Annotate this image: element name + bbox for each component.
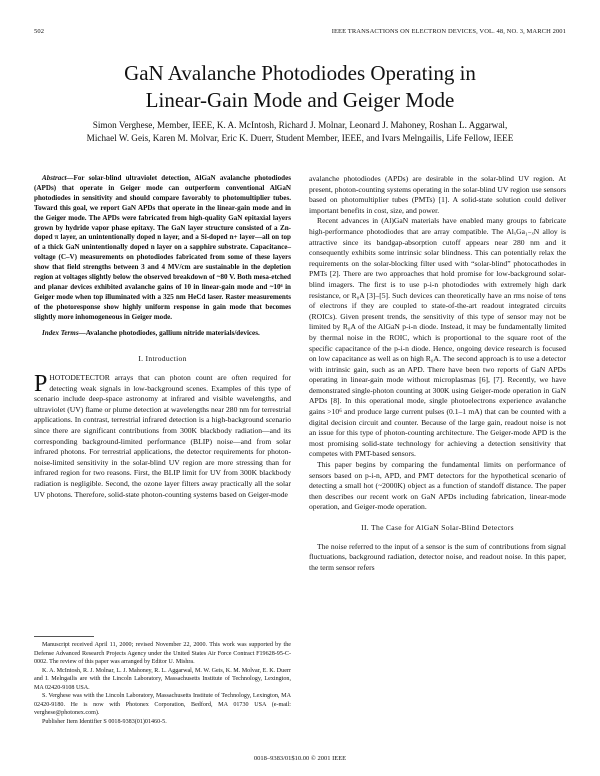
copyright-footer: 0018–9383/01$10.00 © 2001 IEEE [253, 755, 347, 762]
footnote-verghese: S. Verghese was with the Lincoln Laboratory, Massachusetts Institute of Technology, Lexington, MA 02420-9180. He is now with Photonex Corporation, Bedford, MA 01730 USA (e-mail: verghese@photonex.com). [34, 693, 291, 716]
right-paragraph-4: The noise referred to the input of a sensor is the sum of contributions from signal fluctuations, background radiation, detector noise, and readout noise. In this paper, the term sensor refers [309, 541, 566, 572]
index-terms-text: Avalanche photodiodes, gallium nitride materials/devices. [85, 328, 260, 337]
footnote-affiliations: K. A. McIntosh, R. J. Molnar, L. J. Mahoney, R. L. Aggarwal, M. W. Geis, K. M. Molvar, E. K. Duerr and I. Melngailis are with the Lincoln Laboratory, Massachusetts Institute of Technology, Lexington, MA 02420-9108 USA. [34, 667, 291, 691]
right-column [309, 174, 566, 573]
intro-paragraph-1 [34, 373, 291, 500]
right-paragraph-2: Recent advances in (Al)GaN materials have enabled many groups to fabricate high-performance photodiodes that are array compatible. The AlₓGa₁₋ₓN alloy is attractive since its bandgap-absorption cutoff appears near 280 nm and it consequently exhibits some intrinsic solar blindness. This can potentially relax the requirements on the solar-blocking filter used with “solar-blind” photocathodes in PMTs [2]. There are two approaches that hold promise for low-background solar-blind imagers. The first is to use p-i-n photodiodes with extremely high dark resistance, or R₀A [3]–[5]. Such devices can theoretically have an rms noise of tens of electrons if they are coupled to state-of-the-art readout integrated circuits (ROICs). Given present trends, the sensitivity of this type of sensor may not be limited by R₀A of the AlGaN p-i-n diode. Instead, it may be fundamentally limited by thermal noise in the ROIC, which is proportional to the square root of the specific capacitance of the p-i-n diode. Hence, ongoing device research is focused on low capacitance as well as on high R₀A. The second approach is to use a detector with intrinsic gain, such as an APD. There have been two reports of GaN APDs operating in linear-gain mode without microplasmas [6], [7]. Recently, we have demonstrated single-photon counting at 300K using Geiger-mode operation in GaN APDs [8]. In this operational mode, single photoelectrons experience avalanche gains >10⁶ and produce large current pulses (0.1–1 mA) that can be counted with a digital decision circuit and counter. Because of the large gain, readout noise is not an issue for this type of photon-counting architecture. The Geiger-mode APD is the most promising solid-state technology for achieving a detection sensitivity that competes with PMT-based sensors. [309, 216, 566, 459]
abstract-text: For solar-blind ultraviolet detection, AlGaN avalanche photodiodes (APDs) that operate in Geiger mode can outperform conventional AlGaN photodiodes in sensitivity and should compare favorably to photomultiplier tubes. Toward this goal, we report GaN APDs that operate in the linear-gain mode and in the Geiger mode. The APDs were fabricated from high-quality GaN epitaxial layers grown by hydride vapor phase epitaxy. The GaN layer structure consisted of a Zn-doped π layer, an unintentionally doped n layer, and a Si-doped n+ layer—all on top of a thick GaN unintentionally doped n layer on a sapphire substrate. Capacitance–voltage (C–V) measurements on photodiodes fabricated from some of these layers show that field strengths between 3 and 4 MV/cm are sustainable in the depletion region at voltages slightly below the observed breakdown of ~80 V. Both mesa-etched and planar devices exhibited avalanche gains of 10 in linear-gain mode and ~10⁶ in Geiger mode when top illuminated with a 325 nm HeCd laser. Raster measurements of the photoresponse show highly uniform response in gain mode that becomes slightly more inhomogeneous in Geiger mode. [34, 174, 291, 321]
author-list [40, 119, 560, 144]
page-number: 502 [34, 28, 45, 35]
title-line-1: GaN Avalanche Photodiodes Operating in [124, 61, 476, 85]
footnotes [34, 636, 291, 726]
section-2-heading: II. The Case for AlGaN Solar-Blind Detectors [361, 523, 514, 532]
footnote-manuscript: Manuscript received April 11, 2000; revised November 22, 2000. This work was supported by the Defense Advanced Research Projects Agency under the United States Air Force Contract F19628-95-C-0002. The review of this paper was arranged by Editor U. Mishra. [34, 642, 291, 665]
footnote-publisher-id: Publisher Item Identifier S 0018-9383(01)01460-5. [42, 718, 167, 725]
index-terms-label: Index Terms— [42, 328, 86, 337]
abstract-label: Abstract— [42, 174, 74, 182]
intro-paragraph-1-text: HOTODETECTOR arrays that can photon count are often required for detecting weak signals in low-background scenes. Examples of this type of scenario include deep-space astronomy at infrared and visible wavelengths, and ultraviolet (UV) flame or plume detection at wavelengths near 280 nm for terrestrial applications. In contrast, terrestrial infrared detection is a high-background scenario since there are significant contributions from 300K blackbody radiation—and its corresponding background-limited performance (BLIP) noise—and from solar infrared photons. For terrestrial applications, the detector requirements for photon-noise-limited sensitivity in the solar-blind UV region are more stressing than for infrared region for two reasons. First, the BLIP limit for UV from 300K blackbody radiation is negligible. Second, the ozone layer filters away practically all the solar UV photons. Therefore, solid-state photon-counting systems based on Geiger-mode [34, 373, 291, 499]
index-terms [34, 329, 291, 339]
journal-header: IEEE TRANSACTIONS ON ELECTRON DEVICES, VOL. 48, NO. 3, MARCH 2001 [331, 28, 566, 35]
right-paragraph-1: avalanche photodiodes (APDs) are desirable in the solar-blind UV region. At present, photon-counting systems operating in the solar-blind UV region use sensors based on photomultiplier tubes (PMTs) [1]. A solid-state solution could deliver important benefits in cost, size, and power. [309, 174, 566, 215]
section-1-heading: I. Introduction [138, 353, 187, 363]
footnote-rule [34, 636, 94, 637]
title-line-2: Linear-Gain Mode and Geiger Mode [145, 88, 455, 112]
authors-line-1: Simon Verghese, Member, IEEE, K. A. McIntosh, Richard J. Molnar, Leonard J. Mahoney, Roshan L. Aggarwal, [92, 120, 508, 130]
authors-line-2: Michael W. Geis, Karen M. Molvar, Eric K. Duerr, Student Member, IEEE, and Ivars Melngailis, Life Fellow, IEEE [86, 132, 514, 143]
abstract [34, 174, 291, 323]
drop-cap: P [34, 371, 48, 398]
right-paragraph-3: This paper begins by comparing the fundamental limits on performance of sensors based on p-i-n, APD, and PMT detectors for the hypothetical scenario of detecting a small hot (~2000K) object as a function of standoff distance. The paper then describes our recent work on GaN APDs including fabrication, linear-mode operation, and Geiger-mode operation. [309, 460, 566, 512]
paper-title [0, 60, 600, 114]
left-column [34, 174, 291, 500]
